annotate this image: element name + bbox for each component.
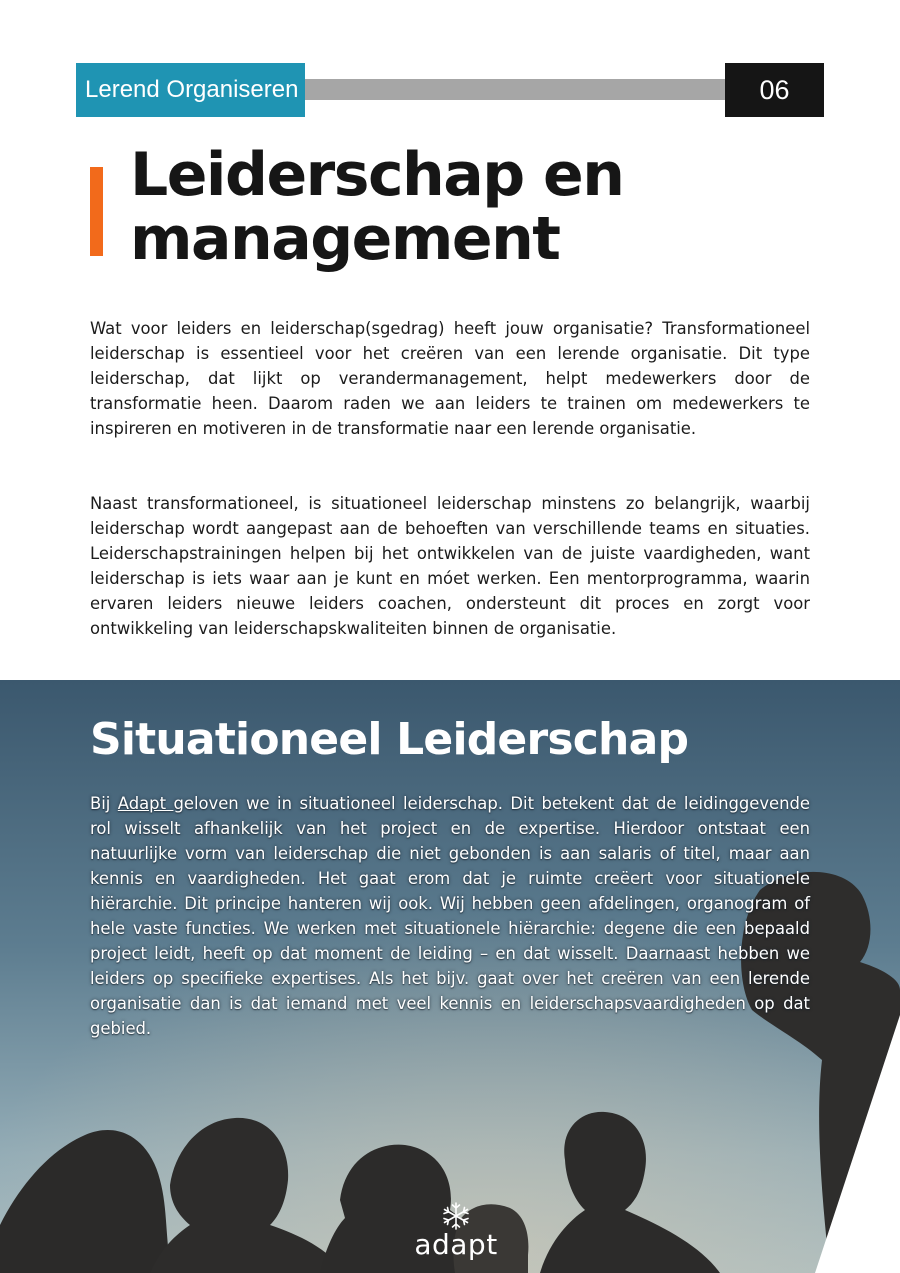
page-title (130, 140, 830, 274)
section-label: Lerend Organiseren (76, 63, 305, 117)
adapt-wordmark: adapt (414, 1228, 498, 1261)
page-title-line-2: management (130, 204, 560, 274)
adapt-logo (409, 1200, 503, 1260)
page-number: 06 (725, 63, 824, 117)
title-accent-bar (90, 167, 103, 256)
text-body: geloven we in situationeel leiderschap. Dit betekent dat de leidinggevende rol wisselt afhankelijk van het project en de expertise. Hierdoor ontstaat een natuurlijke vorm van leiderschap die niet gebonden is aan salaris of titel, maar aan kennis en vaardigheden. Het gaat erom dat je ruimte creëert voor situationele hiërarchie. Dit principe hanteren wij ook. Wij hebben geen afdelingen, organogram of hele vaste functies. We werken met situationele hiërarchie: degene die een bepaald project leidt, heeft op dat moment de leiding – en dat wisselt. Daarnaast hebben we leiders op specifieke expertises. Als het bijv. gaat over het creëren van een lerende organisatie dan is dat iemand met veel kennis en leiderschapsvaardigheden op dat gebied. (90, 794, 811, 1038)
situational-leadership-text (90, 791, 810, 1041)
company-link[interactable]: Adapt (117, 794, 174, 813)
header-divider-bar (305, 79, 725, 100)
intro-paragraph-2: Naast transformationeel, is situationeel leiderschap minstens zo belangrijk, waarbij leiderschap wordt aangepast aan de behoeften van verschillende teams en situaties. Leiderschapstrainingen helpen bij het ontwikkelen van de juiste vaardigheden, want leiderschap is iets waar aan je kunt en móet werken. Een mentorprogramma, waarin ervaren leiders nieuwe leiders coachen, ondersteunt dit proces en zorgt voor ontwikkeling van leiderschapskwaliteiten binnen de organisatie. (90, 494, 810, 638)
text-prefix: Bij (90, 794, 118, 813)
intro-paragraph-1: Wat voor leiders en leiderschap(sgedrag) heeft jouw organisatie? Transformationeel leiderschap is essentieel voor het creëren van een lerende organisatie. Dit type leiderschap, dat lijkt op verandermanagement, helpt medewerkers door de transformatie heen. Daarom raden we aan leiders te trainen om medewerkers te inspireren en motiveren in de transformatie naar een lerende organisatie. (90, 319, 810, 438)
section-title: Situationeel Leiderschap (90, 714, 689, 765)
situational-leadership-section (0, 680, 900, 1273)
page-title-line-1: Leiderschap en (130, 140, 624, 210)
